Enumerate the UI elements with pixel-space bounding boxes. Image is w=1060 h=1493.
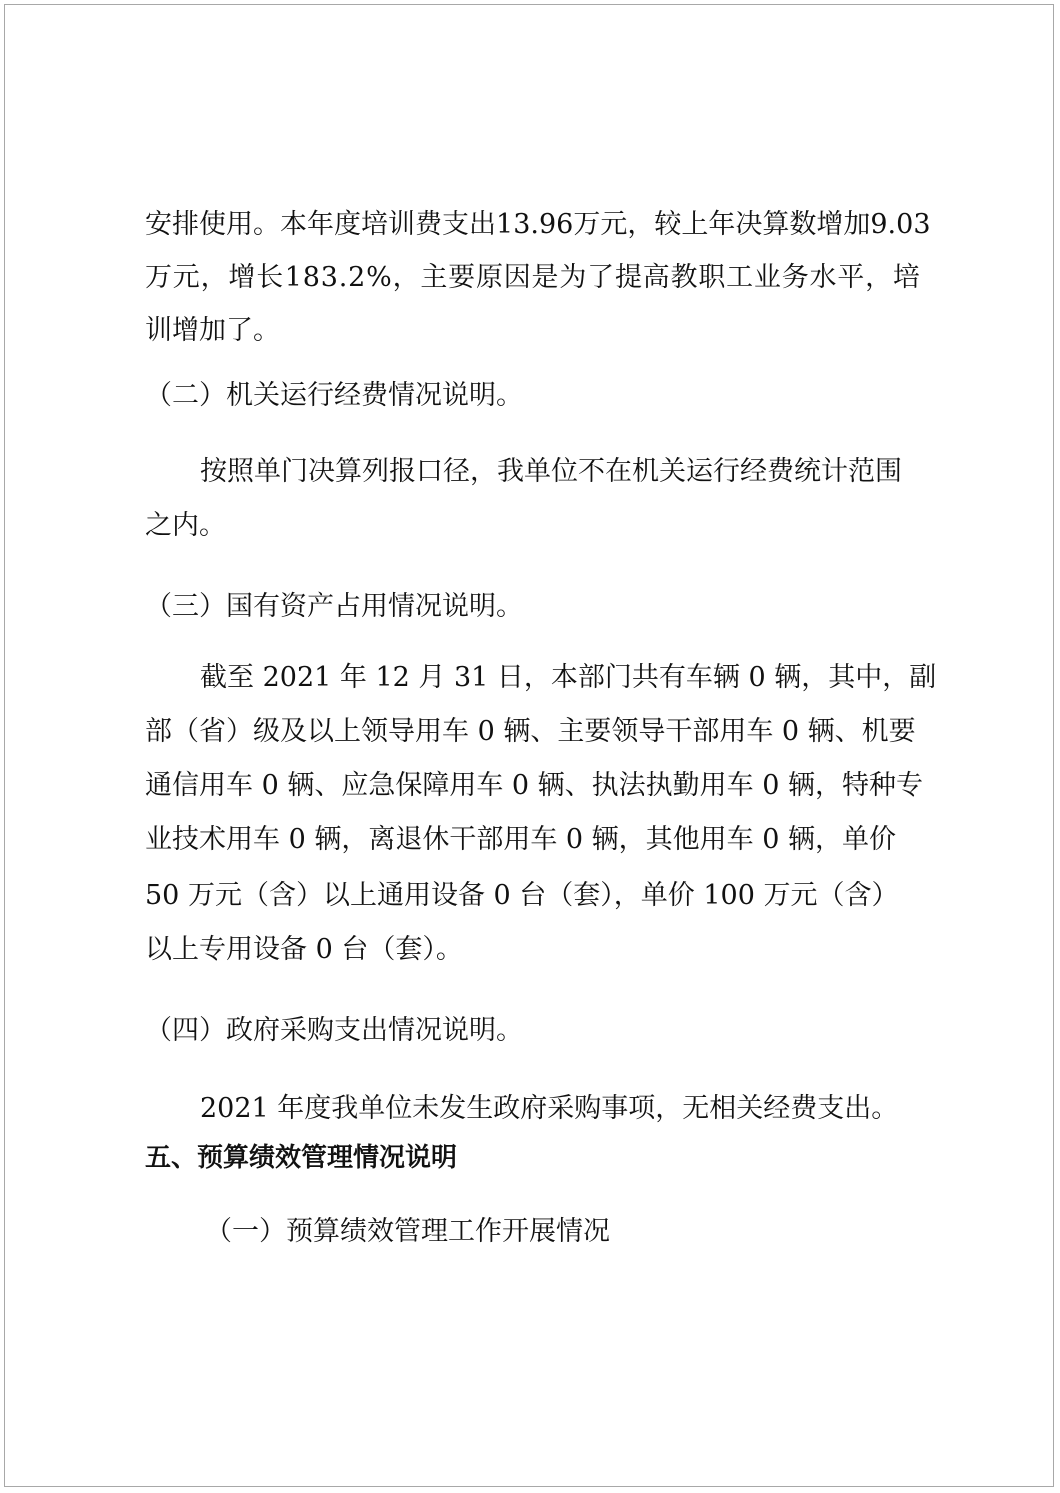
paragraph-line: 按照单门决算列报口径，我单位不在机关运行经费统计范围	[200, 456, 902, 487]
paragraph-line: 截至 2021 年 12 月 31 日，本部门共有车辆 0 辆，其中，副	[200, 662, 937, 693]
chapter-heading: 五、预算绩效管理情况说明	[145, 1143, 458, 1173]
section-heading: （二）机关运行经费情况说明。	[145, 380, 523, 411]
paragraph-line: 以上专用设备 0 台（套）。	[145, 934, 463, 965]
section-heading: （三）国有资产占用情况说明。	[145, 591, 523, 622]
document-page	[4, 4, 1054, 1487]
paragraph-line: 50 万元（含）以上通用设备 0 台（套），单价 100 万元（含）	[145, 880, 899, 911]
section-heading: （一）预算绩效管理工作开展情况	[205, 1216, 610, 1247]
paragraph-line: 安 排 使 用 。 本 年 度 培 训 费 支 出 1 3 . 9 6 万 元 ， 较 上 年 决 算 数 增 加 9 . 0 3	[145, 209, 931, 240]
paragraph-line: 业技术用车 0 辆，离退休干部用车 0 辆，其他用车 0 辆，单价	[145, 824, 897, 855]
paragraph-line: 万 元 ， 增 长 1 8 3 . 2 % ， 主 要 原 因 是 为 了 提 高 教 职 工 业 务 水 平 ， 培	[145, 262, 920, 293]
section-heading: （四）政府采购支出情况说明。	[145, 1015, 523, 1046]
paragraph-line: 2021 年度我单位未发生政府采购事项，无相关经费支出。	[200, 1093, 899, 1124]
paragraph-line: 通信用车 0 辆、应急保障用车 0 辆、执法执勤用车 0 辆，特种专	[145, 770, 924, 801]
paragraph-line: 训增加了。	[145, 315, 280, 346]
paragraph-line: 之内。	[145, 510, 226, 541]
paragraph-line: 部（省）级及以上领导用车 0 辆、主要领导干部用车 0 辆、机要	[145, 716, 916, 747]
